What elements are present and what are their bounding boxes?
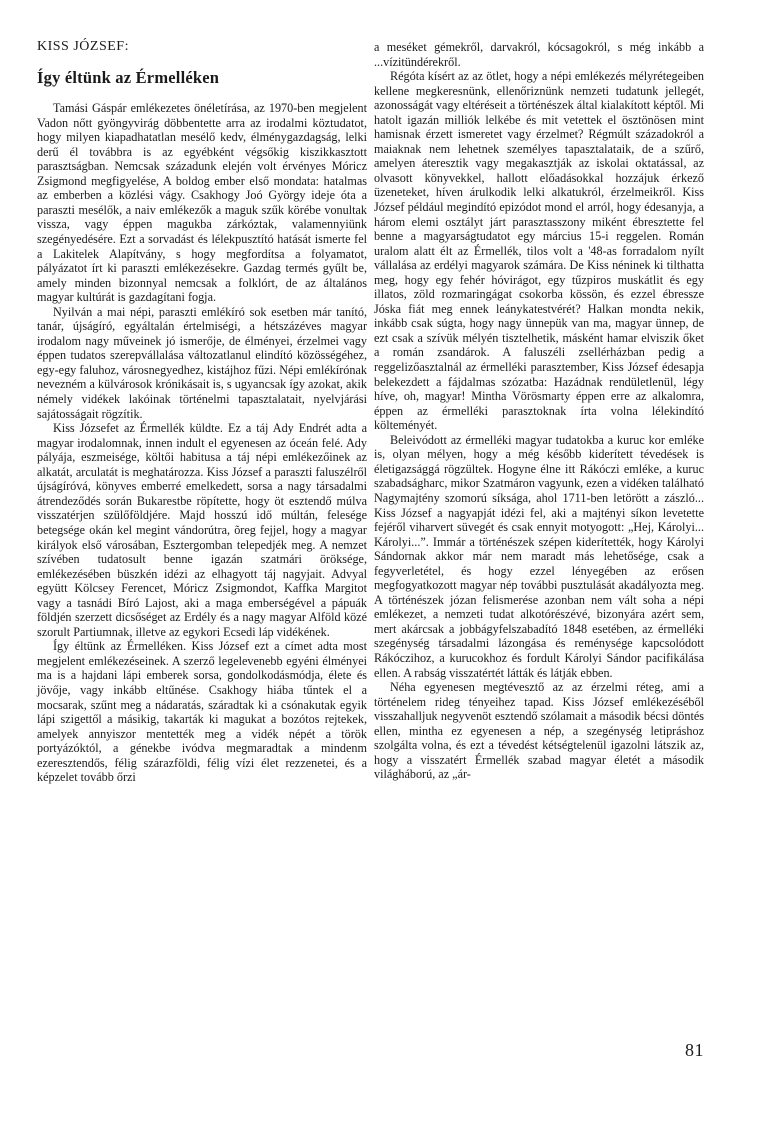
paragraph: Nyilván a mai népi, paraszti emlékíró sok esetben már tanító, tanár, újságíró, egyáltalán értelmiségi, a hétszázéves magyar irodalom nagy műveinek jó ismerője, de élményei, érzelmei vagy éppen tudatos szerepvállalása változatlanul elindító közösségéhez, egy-egy faluhoz, városnegyedhez, kistájhoz fűzi. Népi emlékírónak nevezném a külvárosok krónikásait is, s ugyancsak így azokat, akik némely vidékek lakóinak történelmi tapasztalatait, nyelvjárási sajátosságait rögzítik. xyxy=(37,304,367,421)
left-column xyxy=(37,40,367,785)
page-number: 81 xyxy=(685,1040,704,1060)
paragraph: Kiss Józsefet az Érmellék küldte. Ez a táj Ady Endrét adta a magyar irodalomnak, innen indult el egyenesen az óceán felé. Ady pályája, eszmeisége, költői habitusa a táj népi emlékezőinek az alkatát, arculatát is meghatározza. Kiss József a paraszti faluszélről újságíróvá, könyves emberré emelkedett, sorsa a nagy társadalmi átrendeződés során Bukarestbe röpítette, hogy öt esztendő múlva visszatérjen szülőföldjére. Majd hosszú idő múltán, felesége betegsége okán kel megint vándorútra, õreg fejjel, hogy a magyar királyok első városában, Esztergomban telepedjék meg. A nemzet szívében tudatosult benne igazán szatmári öröksége, emlékezésében büszkén idézi az elhagyott táj nagyjait. Advyal együtt Kölcsey Ferencet, Móricz Zsigmondot, Kaffka Margitot vagy a tasnádi Bíró Lajost, aki a maga emberségével a pápuák földjén szerzett dicsőséget az Erdély és a nagy magyar Alföld közé szorult Partiumnak, illetve az egykori Ecsedi láp vidékének. xyxy=(37,421,367,639)
paragraph: Beleivódott az érmelléki magyar tudatokba a kuruc kor emléke is, olyan mélyen, hogy a még később kiderített tévedések is életigazsággá rögzültek. Hogyne élne itt Rákóczi emléke, a kuruc szabadságharc, mikor Szatmáron vagyunk, ezen a vidéken található Nagymajtény szomorú síksága, ahol 1711-ben letörött a zászló... Kiss József a nagyapját idézi fel, aki a majtényi síkon levetette fejéről viharvert süvegét és csak ennyit motyogott: „Hej, Károlyi... Károlyi...”. Immár a történészek szépen kiderítették, hogy Károlyi Sándornak akkor már nem maradt más lehetősége, csak a fegyverletétel, és hogy ezzel lényegében az erősen megfogyatkozott magyar nép további pusztulását akadályozta meg. A történészek józan felismerése azonban nem vált soha a népi emlékezet, a nemzeti tudat alkotórészévé, bizonyára azért sem, mert akárcsak a jobbágyfelszabadító 1848 esetében, az érmelléki szegénység társadalmi lázongása és reménysége kapcsolódott Rákóczihoz, a kurucokhoz és fordult Károlyi Sándor pacifikálása ellen. A rabság visszatértét látták és látják ebben. xyxy=(374,432,704,680)
article-title: Így éltünk az Érmelléken xyxy=(37,67,220,87)
paragraph: Így éltünk az Érmelléken. Kiss József ezt a címet adta most megjelent emlékezéseinek. A szerző legelevenebb egyéni élményei ma is a hajdani lápi emberek sorsa, gondolkodásmódja, élete és jövője, vagy inkább eltűnése. Csakhogy hiába tűntek el a mocsarak, szűnt meg a nádaratás, száradtak ki a csónakutak egyik lápi szigettől a másikig, takarták ki magukat a bozótos rejtekek, amelyek annyiszor mentették meg a vidék népét a török portyázóktól, a génekbe ivódva megmaradtak a mindenm ezeresztendős, félig szárazföldi, félig vízi élet rezzenetei, és a képzelet tovább őrzi xyxy=(37,639,367,785)
paragraph: Tamási Gáspár emlékezetes önéletírása, az 1970-ben megjelent Vadon nőtt gyöngyvirág döbbentette arra az irodalmi köztudatot, hogy milyen kiapadhatatlan mesélő kedv, élménygazdagság, lelki derű él továbbra is az egyébként végsőkig kiszikkasztott parasztságban. Nemcsak századunk elején volt érvényes Móricz Zsigmond megfigyelése, A boldog ember első mondata: hatalmas az emberben a közlési vágy. Csakhogy Joó György ideje óta a paraszti mesélők, a naiv emlékezők a maguk szűk körébe vonultak vissza, vagy éppen magukba zárkóztak, valamennyiünk szegényedésére. Ezt a sorvadást és lélekpusztító hatását ismerte fel a Lakitelek Alapítvány, s hogy megfordítsa a folyamatot, pályázatot írt ki paraszti emlékezésekre. Gazdag termés gyűlt be, amely minden bizonnyal nemcsak a folklórt, de az általános magyar kultúrát is gazdagítani fogja. xyxy=(37,101,367,305)
paragraph: Régóta kísért az az ötlet, hogy a népi emlékezés mélyrétegeiben kellene megkeresnünk, ellenőriznünk nemzeti tudatunk jellegét, azonosságát vagy eltéréseit a történészek által kialakított képtől. Mi hatolt igazán milliók lelkébe és mit vetettek el ösztönösen mint hamisnak érzett ismeretet vagy érzelmet? Régmúlt századokról a maiaknak nem lehetnek személyes tapasztalataik, de a szűrő, amelyen áteresztik vagy megakasztják az iskolai oktatással, az olvasott könyvekkel, hallott előadásokkal hozzájuk érkező üzeneteket, híven árulkodik lelki alkatukról, érzelmeikről. Kiss József például megindító epizódot mond el arról, hogy édesanyja, a három elemi osztályt járt parasztasszony miként ébresztette fel benne a magyarságtudatot egy március 15-i reggelen. Román uralom alatt élt az Érmellék, tilos volt a '48-as forradalom nyílt vállalása az erdélyi magyarok számára. De Kiss néninek ki tilthatta meg, hogy egy fehér hóvirágot, egy tűzpiros muskátlit és egy illatos, zöld rozmaringágat csokorba kössön, és ezzel ébressze Jóska fiát meg ennek leánykatestvérét? Halkan mondta nekik, inkább csak súgta, hogy nagy ünnepük van ma, magyar ünnep, de ezt csak a szívük mélyén tisztelhetik, másként hamar elviszik őket a román zsandárok. A faluszéli zsellérházban pedig a reggelizőasztalnál az érmelléki parasztember, Kiss József édesapja belekezdett a fájdalmas szózatba: Hazádnak rendületlenül, légy híve, oh, magyar! Mintha Vörösmarty éppen erre az alkalomra, éppen az érmelléki parasztoknak írta volna lélekindító költeményét. xyxy=(374,69,704,433)
article-author: KISS JÓZSEF: xyxy=(37,39,129,54)
paragraph: Néha egyenesen megtévesztő az az érzelmi réteg, ami a történelem rideg tényeihez tapad. Kiss József emlékezéséből visszahalljuk negyvenöt esztendő szólamait a második bécsi döntés ellen, mintha ez egyenesen a nép, a szegénység letipráshoz szolgálta volna, és ezt a tévedést kétségtelenül igazolni látszik az, hogy a visszatért Érmellék szabad magyar életét a második világháború, az „ár- xyxy=(374,680,704,782)
paragraph: a meséket gémekről, darvakról, kócsagokról, s még inkább a ...vízitündérekről. xyxy=(374,40,704,69)
right-column xyxy=(374,40,704,782)
